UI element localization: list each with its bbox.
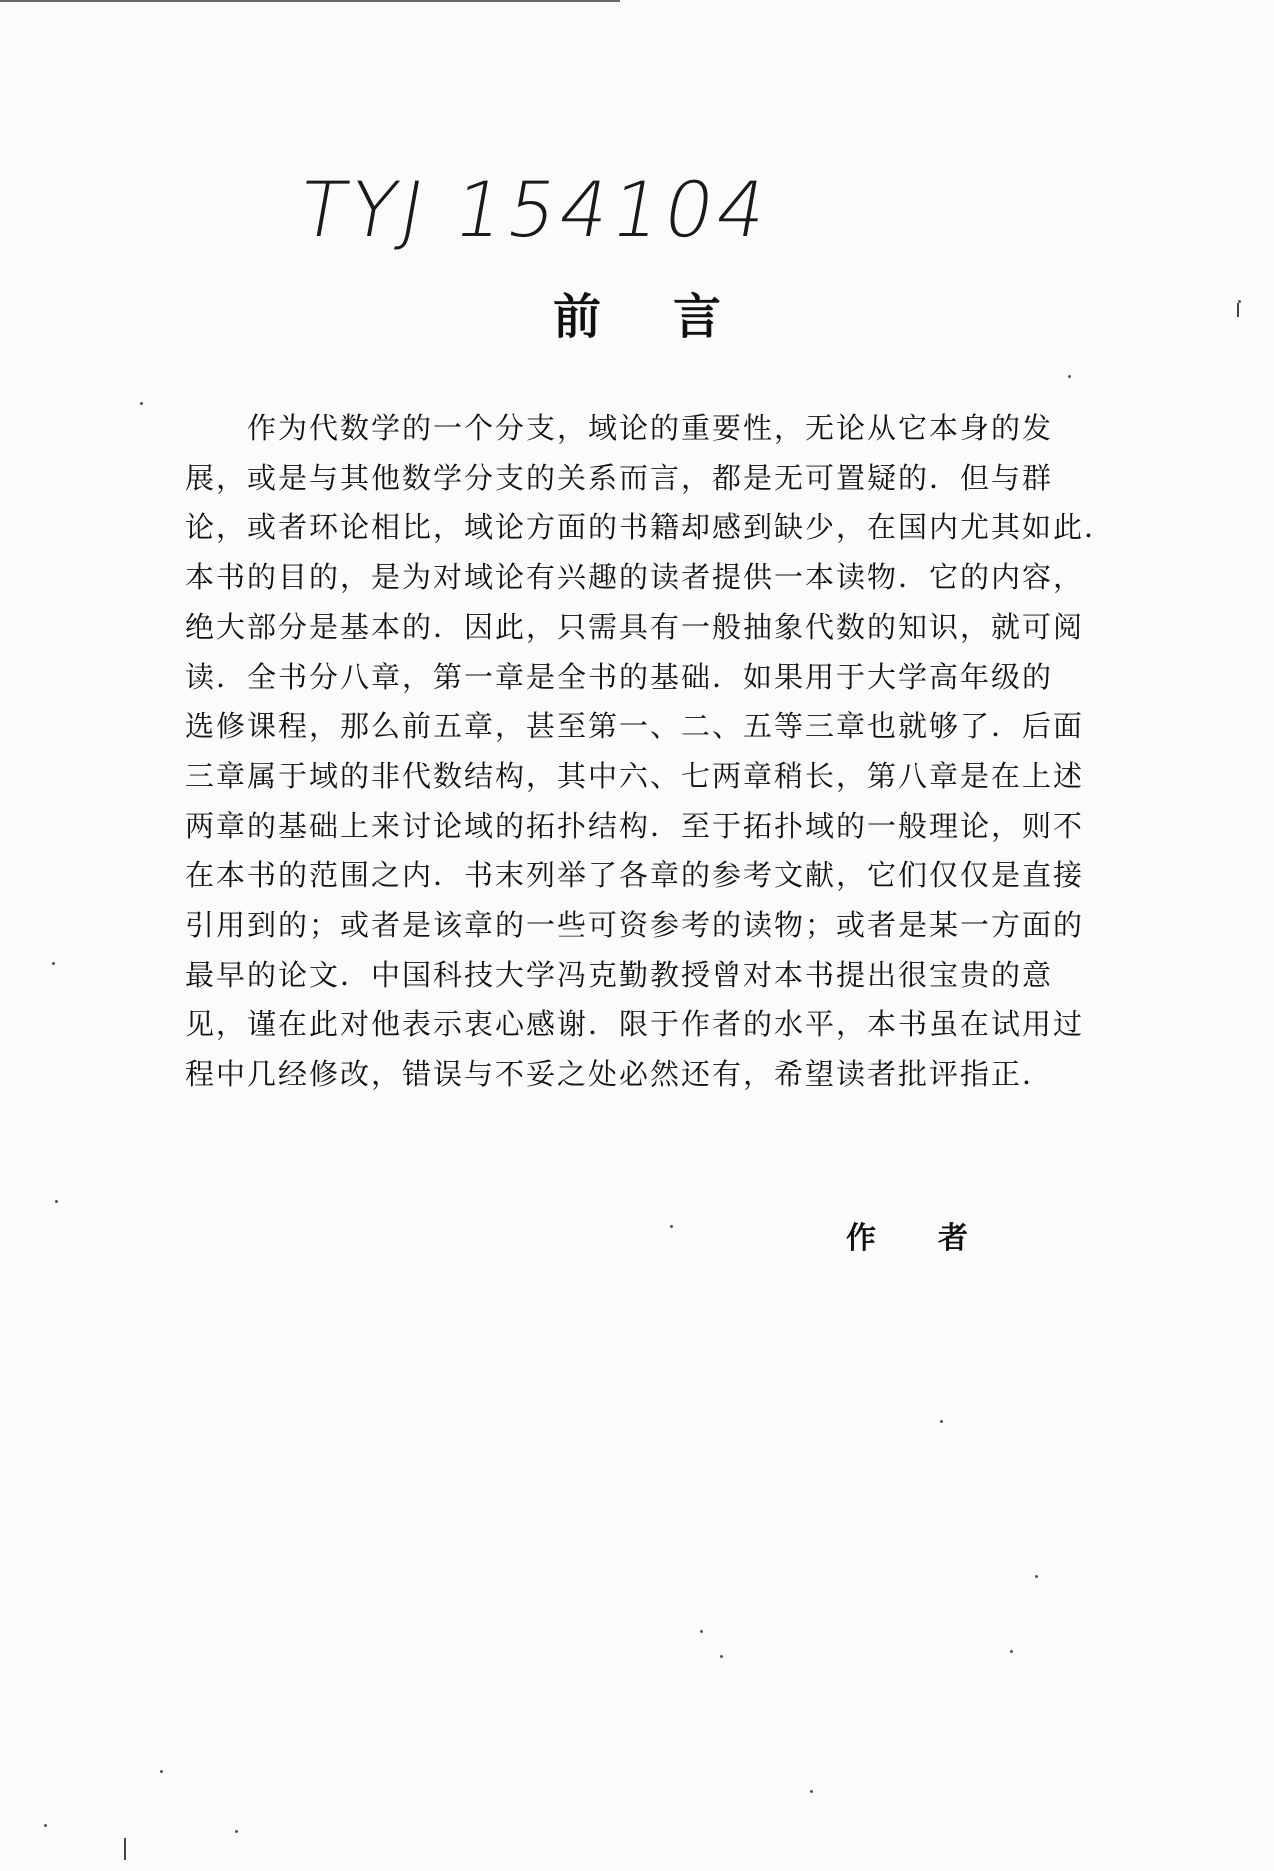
scan-speck <box>160 1770 163 1773</box>
preface-line: 作为代数学的一个分支，域论的重要性，无论从它本身的发 <box>185 411 1054 445</box>
scan-speck <box>1035 1575 1038 1578</box>
scan-mark <box>124 1838 126 1860</box>
preface-line: 读．全书分八章，第一章是全书的基础．如果用于大学高年级的 <box>185 659 1054 694</box>
preface-line: 论，或者环论相比，域论方面的书籍却感到缺少，在国内尤其如此． <box>185 510 1116 545</box>
preface-line: 本书的目的，是为对域论有兴趣的读者提供一本读物．它的内容， <box>185 560 1085 595</box>
preface-line: 在本书的范围之内．书末列举了各章的参考文献，它们仅仅是直接 <box>185 858 1085 893</box>
scan-speck <box>52 962 55 965</box>
preface-line: 最早的论文．中国科技大学冯克勤教授曾对本书提出很宝贵的意 <box>185 957 1054 992</box>
scan-speck <box>235 1830 238 1833</box>
preface-line: 三章属于域的非代数结构，其中六、七两章稍长，第八章是在上述 <box>185 758 1085 793</box>
scan-speck <box>1068 375 1071 378</box>
scan-speck <box>1010 1650 1013 1653</box>
preface-line: 绝大部分是基本的．因此，只需具有一般抽象代数的知识，就可阅 <box>185 609 1085 644</box>
scan-speck <box>700 1630 703 1633</box>
preface-line: 引用到的；或者是该章的一些可资参考的读物；或者是某一方面的 <box>185 908 1085 943</box>
preface-line: 展，或是与其他数学分支的关系而言，都是无可置疑的．但与群 <box>185 460 1054 495</box>
author-signature: 作者 <box>846 1221 1030 1256</box>
scan-speck <box>720 1655 723 1658</box>
preface-line: 两章的基础上来讨论域的拓扑结构．至于拓扑域的一般理论，则不 <box>185 808 1085 843</box>
preface-body <box>185 404 1115 1100</box>
scan-speck <box>810 1790 813 1793</box>
preface-line: 选修课程，那么前五章，甚至第一、二、五等三章也就够了．后面 <box>185 709 1085 744</box>
top-rule <box>0 0 620 2</box>
scan-speck <box>670 1225 673 1228</box>
scan-speck <box>940 1420 943 1423</box>
scan-speck <box>55 1200 58 1203</box>
scan-mark <box>1237 303 1239 317</box>
handwritten-catalog-number: TYJ 154104 <box>292 165 778 254</box>
scan-speck <box>140 402 143 405</box>
scan-speck <box>44 1824 47 1827</box>
preface-line: 见，谨在此对他表示衷心感谢．限于作者的水平，本书虽在试用过 <box>185 1007 1085 1042</box>
page-title: 前言 <box>552 289 793 345</box>
preface-line: 程中几经修改，错误与不妥之处必然还有，希望读者批评指正． <box>185 1057 1054 1092</box>
